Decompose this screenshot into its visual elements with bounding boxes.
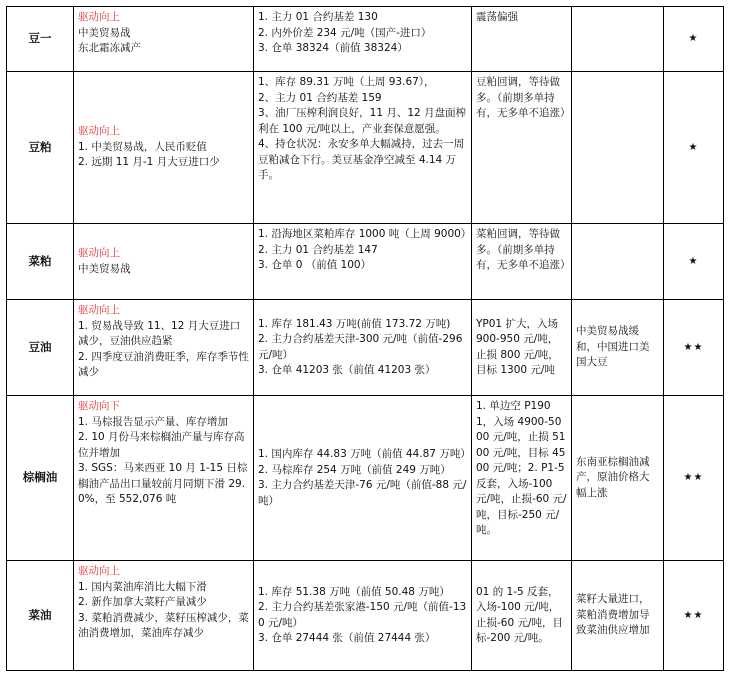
- rating-stars: ★: [664, 7, 724, 72]
- fundamentals-cell: 驱动向上 1. 贸易战导致 11、12 月大豆进口减少，豆油供应趋紧 2. 四季度豆油消费旺季，库存季节性减少: [74, 300, 254, 396]
- strategy-cell: 01 的 1-5 反套，入场-100 元/吨，止损-60 元/吨，目标-200 元/吨。: [472, 561, 572, 671]
- table-row: [7, 396, 724, 561]
- commodity-name: 菜油: [7, 561, 74, 671]
- fundamentals-cell: 驱动向上 1. 中美贸易战，人民币贬值 2. 远期 11 月-1 月大豆进口少: [74, 72, 254, 224]
- rating-stars: ★★: [664, 561, 724, 671]
- data-cell: 1. 库存 51.38 万吨（前值 50.48 万吨） 2. 主力合约基差张家港-150 元/吨（前值-130 元/吨） 3. 仓单 27444 张（前值 27444 张）: [254, 561, 472, 671]
- drive-label: 驱动向上: [78, 247, 120, 259]
- commodity-name: 豆一: [7, 7, 74, 72]
- commodity-name: 豆油: [7, 300, 74, 396]
- note-cell: [572, 224, 664, 300]
- table-row: [7, 561, 724, 671]
- commodity-name: 棕榈油: [7, 396, 74, 561]
- drive-label: 驱动向上: [78, 11, 120, 23]
- data-cell: 1. 主力 01 合约基差 130 2. 内外价差 234 元/吨（国产-进口） 3. 仓单 38324（前值 38324）: [254, 7, 472, 72]
- drive-label: 驱动向下: [78, 400, 120, 412]
- fundamentals-cell: 驱动向上 中美贸易战: [74, 224, 254, 300]
- drive-label: 驱动向上: [78, 565, 120, 577]
- table-row: [7, 72, 724, 224]
- data-cell: 1、库存 89.31 万吨（上周 93.67）， 2、主力 01 合约基差 159 3、油厂压榨利润良好，11 月、12 月盘面榨利在 100 元/吨以上，产业套保意愿强。 4、持仓状况：永安多单大幅减持，过去一周豆粕减仓下行。美豆基金净空减至 4.14 万手。: [254, 72, 472, 224]
- note-cell: 东南亚棕榈油减产，原油价格大幅上涨: [572, 396, 664, 561]
- note-cell: [572, 72, 664, 224]
- table-row: [7, 224, 724, 300]
- table-row: [7, 300, 724, 396]
- note-cell: [572, 7, 664, 72]
- fundamentals-cell: 驱动向上 1. 国内菜油库消比大幅下滑 2. 新作加拿大菜籽产量减少 3. 菜粕消费减少，菜籽压榨减少，菜油消费增加，菜油库存减少: [74, 561, 254, 671]
- strategy-cell: 豆粕回调，等待做多。（前期多单持有，无多单不追涨）: [472, 72, 572, 224]
- fundamentals-cell: 驱动向上 中美贸易战 东北霜冻减产: [74, 7, 254, 72]
- strategy-cell: 1. 单边空 P1901，入场 4900-5000 元/吨，止损 5100 元/吨，目标 4500 元/吨；2. P1-5 反套，入场-100 元/吨，止损-60 元/吨，目标-250 元/吨。: [472, 396, 572, 561]
- commodity-name: 菜粕: [7, 224, 74, 300]
- strategy-cell: 菜粕回调，等待做多。（前期多单持有，无多单不追涨）: [472, 224, 572, 300]
- data-cell: 1. 沿海地区菜粕库存 1000 吨（上周 9000） 2. 主力 01 合约基差 147 3. 仓单 0 （前值 100）: [254, 224, 472, 300]
- strategy-cell: YP01 扩大，入场 900-950 元/吨，止损 800 元/吨，目标 1300 元/吨: [472, 300, 572, 396]
- table-row: [7, 7, 724, 72]
- drive-label: 驱动向上: [78, 304, 120, 316]
- strategy-cell: 震荡偏强: [472, 7, 572, 72]
- note-cell: 菜籽大量进口，菜粕消费增加导致菜油供应增加: [572, 561, 664, 671]
- data-cell: 1. 国内库存 44.83 万吨（前值 44.87 万吨） 2. 马棕库存 254 万吨（前值 249 万吨） 3. 主力合约基差天津-76 元/吨（前值-88 元/吨）: [254, 396, 472, 561]
- drive-label: 驱动向上: [78, 125, 120, 138]
- fundamentals-cell: 驱动向下 1. 马棕报告显示产量、库存增加 2. 10 月份马来棕榈油产量与库存高位并增加 3. SGS：马来西亚 10 月 1-15 日棕榈油产品出口量较前月同期下滑 29.0%，至 552,076 吨: [74, 396, 254, 561]
- rating-stars: ★: [664, 72, 724, 224]
- rating-stars: ★★: [664, 396, 724, 561]
- commodity-table: [6, 6, 724, 671]
- rating-stars: ★: [664, 224, 724, 300]
- rating-stars: ★★: [664, 300, 724, 396]
- note-cell: 中美贸易战缓和，中国进口美国大豆: [572, 300, 664, 396]
- data-cell: 1. 库存 181.43 万吨(前值 173.72 万吨) 2. 主力合约基差天津-300 元/吨（前值-296 元/吨） 3. 仓单 41203 张（前值 41203 张）: [254, 300, 472, 396]
- commodity-name: 豆粕: [7, 72, 74, 224]
